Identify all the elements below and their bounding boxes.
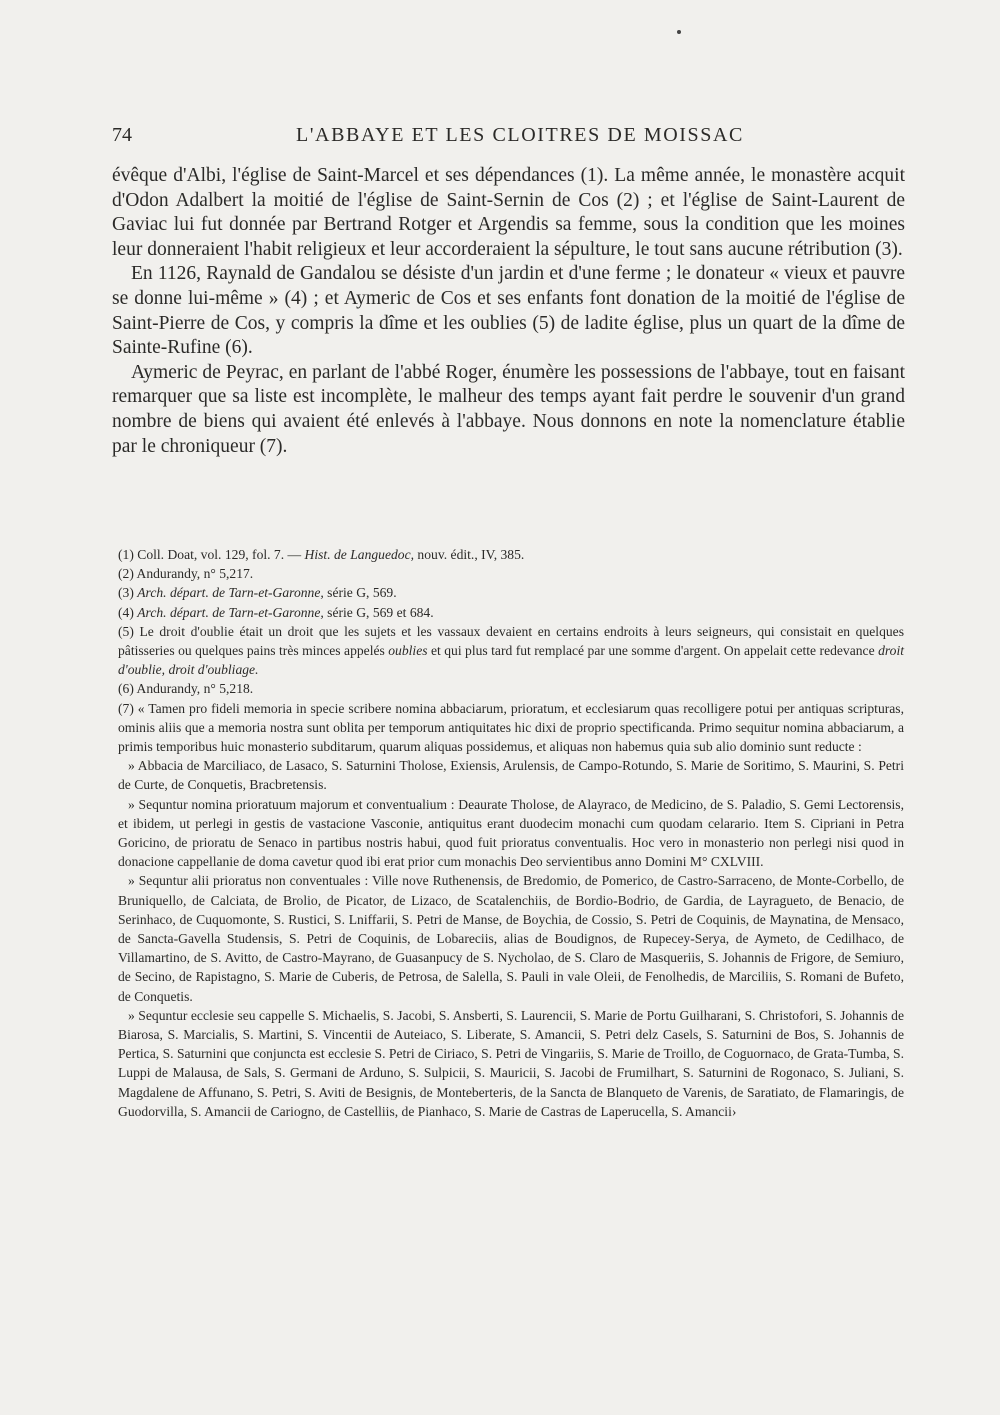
footnote-7-churches: » Sequntur ecclesie seu cappelle S. Michaelis, S. Jacobi, S. Ansberti, S. Laurencii, S. Marie de Portu Guilharani, S. Christofori, S. Johannis de Biarosa, S. Marcialis, S. Martini, S. Vincentii de Auteiaco, S. Liberate, S. Amancii, S. Petri delz Casels, S. Saturnini de Bos, S. Johannis de Pertica, S. Saturnini que conjuncta est ecclesie S. Petri de Ciriaco, S. Petri de Vingariis, S. Marie de Troillo, de Coguornaco, de Grata-Tumba, S. Luppi de Malausa, de Sals, S. Germani de Arduno, S. Sulpicii, S. Mauricii, S. Jacobi de Frumilhart, S. Saturnini de Rogonaco, S. Juliani, S. Magdalene de Affunano, S. Petri, S. Aviti de Besignis, de Monteberteris, de la Sancta de Blanqueto de Varenis, de Saratiato, de Flamaringis, de Guodorvilla, S. Amancii de Cariogno, de Castelliis, de Pianhaco, S. Marie de Castras de Laperucella, S. Amancii› (118, 1007, 904, 1119)
footnote-3: (3) Arch. départ. de Tarn-et-Garonne, série G, 569. (118, 585, 397, 601)
footnote-4: (4) Arch. départ. de Tarn-et-Garonne, série G, 569 et 684. (118, 604, 434, 620)
paragraph-3: Aymeric de Peyrac, en parlant de l'abbé Roger, énumère les possessions de l'abbaye, tout en faisant remarquer que sa liste est incomplète, le malheur des temps ayant fait perdre le souvenir d'un grand nombre de biens qui avaient été enlevés à l'abbaye. Nous donnons en note la nomenclature établie par le chroniqueur (7). (112, 361, 905, 457)
footnote-5: (5) Le droit d'oublie était un droit que les sujets et les vassaux devaient en certains endroits à leurs seigneurs, qui consistait en quelques pâtisseries ou quelques pains très minces appelés oublies et qui plus tard fut remplacé par une somme d'argent. On appelait cette redevance droit d'oublie, droit d'oubliage. (118, 623, 905, 678)
footnote-6: (6) Andurandy, n° 5,218. (118, 681, 254, 697)
footnotes (118, 545, 904, 1121)
paragraph-2: En 1126, Raynald de Gandalou se désiste d'un jardin et d'une ferme ; le donateur « vieux et pauvre se donne lui-même » (4) ; et Aymeric de Cos et ses enfants font donation de la moitié de l'église de Saint-Pierre de Cos, y compris la dîme et les oublies (5) de ladite église, plus un quart de la dîme de Sainte-Rufine (6). (112, 263, 905, 359)
footnote-2: (2) Andurandy, n° 5,217. (118, 566, 254, 582)
footnote-7-conventual-priories: » Sequntur nomina prioratuum majorum et conventualium : Deaurate Tholose, de Alayraco, de Medicino, de S. Paladio, S. Gemi Lectorensis, et ibidem, ut perlegi in gestis de vastacione Vasconie, antiquitus erant duodecim monachi cum quodam celarario. Item S. Cipriani in Petra Goricino, de prioratu de Senaco in partibus nostris habui, quod fuit prioratus conventualis. Hoc vero in monasterio non perlegi nisi quod in donacione cappellanie de doma cavetur quod ibi erat prior cum monachis Deo servientibus anno Domini M° CXLVIII. (118, 796, 904, 870)
main-text (112, 164, 905, 459)
footnote-7-non-conventual-priories: » Sequntur alii prioratus non conventuales : Ville nove Ruthenensis, de Bredomio, de Pomerico, de Castro-Sarraceno, de Monte-Corbello, de Bruniquello, de Calciata, de Brolio, de Picator, de Lizaco, de Scatalenchiis, de Bordio-Bodrio, de Gardia, de Layragueto, de Benacio, de Serinhaco, de Cuquomonte, S. Rustici, S. Lniffarii, S. Petri de Manse, de Boychia, de Cossio, S. Petri de Coquinis, de Maynatina, de Mensaco, de Sancta-Gavella Studensis, S. Petri de Coquinis, de Lobareciis, alias de Boudignos, de Rupecey-Serya, de Aymeto, de Cedilhaco, de Villamartino, de S. Avitto, de Castro-Mayrano, de Guasanpucy de S. Nycholao, de S. Claro de Masqueriis, S. Johannis de Frigore, de Semiuro, de Secino, de Rapistagno, S. Marie de Cuberis, de Petrosa, de Salella, S. Pauli in vale Oleii, de Fenolhedis, de Marciliis, S. Romani de Bufeto, de Conquetis. (118, 873, 904, 1004)
footnote-7-intro: (7) « Tamen pro fideli memoria in specie scribere nomina abbaciarum, prioratum, et ecclesiarum quas recolligere potui per antiquas scripturas, ominis aliis que a memoria nostra sunt oblita per temporum antiquitates hic dixi de proprio spectificanda. Primo sequitur nomina abbaciarum, a primis temporibus huic monasterio subditarum, quarum aliquas possidemus, et aliquas non habemus quia sub alio dominio sunt reducte : (118, 700, 904, 755)
running-title: L'ABBAYE ET LES CLOITRES DE MOISSAC (296, 124, 744, 146)
page-number: 74 (112, 124, 132, 146)
footnote-7-abbeys: » Abbacia de Marciliaco, de Lasaco, S. Saturnini Tholose, Exiensis, Arulensis, de Campo-Rotundo, S. Marie de Soritimo, S. Maurini, S. Petri de Curte, de Conquetis, Bracbretensis. (118, 758, 904, 793)
ink-speck (677, 30, 681, 34)
page-header (112, 124, 912, 147)
footnote-1: (1) Coll. Doat, vol. 129, fol. 7. — Hist. de Languedoc, nouv. édit., IV, 385. (118, 547, 525, 562)
paragraph-1: évêque d'Albi, l'église de Saint-Marcel et ses dépendances (1). La même année, le monastère acquit d'Odon Adalbert la moitié de l'église de Saint-Sernin de Cos (2) ; et l'église de Saint-Laurent de Gaviac lui fut donnée par Bertrand Rotger et Argendis sa femme, sous la condition que les moines leur donneraient l'habit religieux et leur accorderaient la sépulture, le tout sans aucune rétribution (3). (112, 165, 905, 260)
